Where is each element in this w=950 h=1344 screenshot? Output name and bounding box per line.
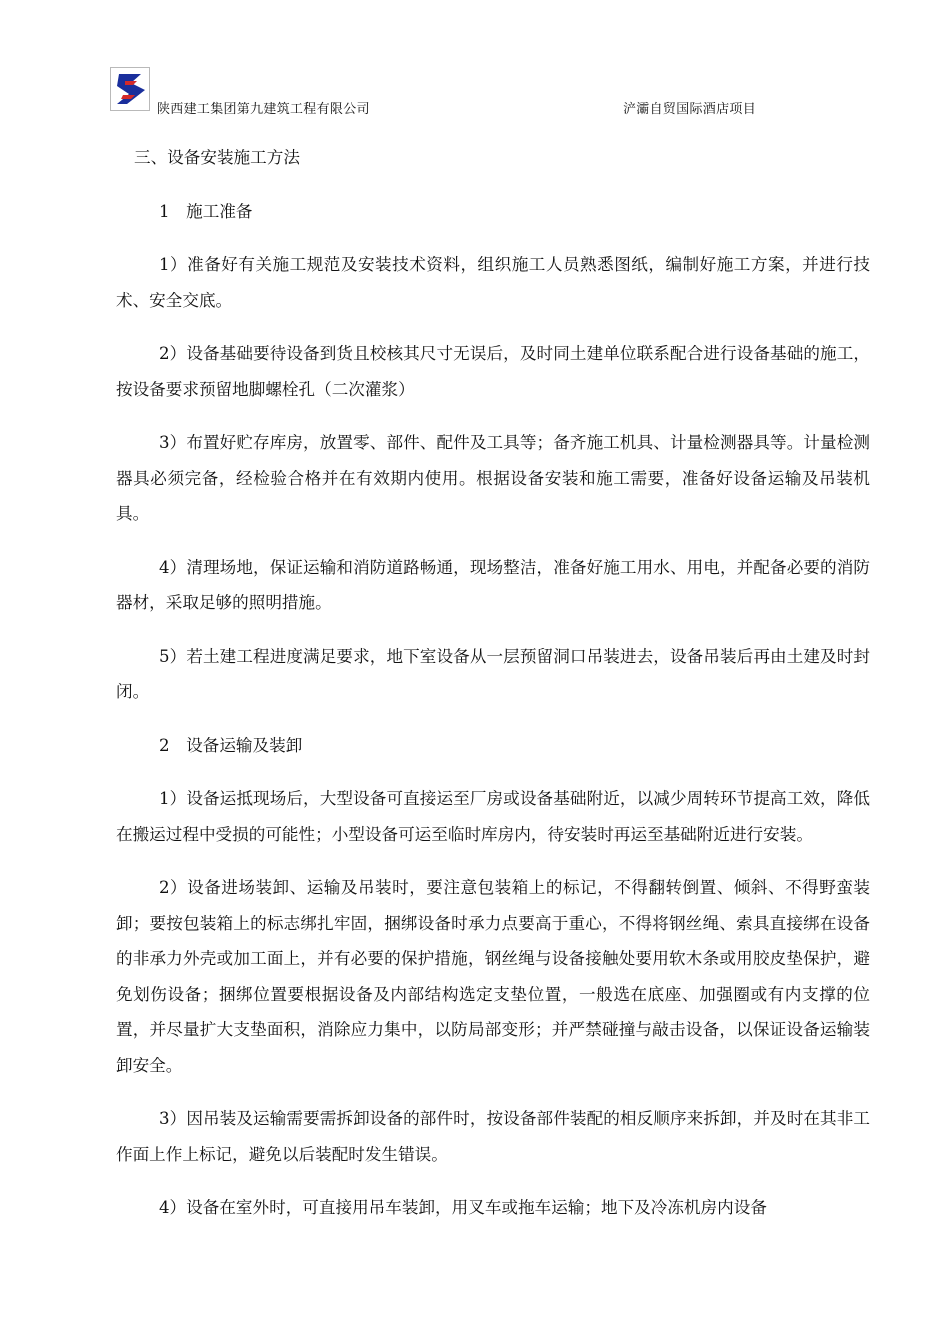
paragraph: 3）布置好贮存库房，放置零、部件、配件及工具等；备齐施工机具、计量检测器具等。计量检测器具必须完备，经检验合格并在有效期内使用。根据设备安装和施工需要，准备好设备运输及吊装机具。 (116, 433, 870, 523)
paragraph: 2）设备进场装卸、运输及吊装时，要注意包装箱上的标记，不得翻转倒置、倾斜、不得野蛮装卸；要按包装箱上的标志绑扎牢固，捆绑设备时承力点要高于重心，不得将钢丝绳、索具直接绑在设备的非承力外壳或加工面上，并有必要的保护措施，钢丝绳与设备接触处要用软木条或用胶皮垫保护，避免划伤设备；捆绑位置要根据设备及内部结构选定支垫位置，一般选在底座、加强圈或有内支撑的位置，并尽量扩大支垫面积，消除应力集中，以防局部变形；并严禁碰撞与敲击设备，以保证设备运输装卸安全。 (116, 878, 870, 1075)
paragraph: 2）设备基础要待设备到货且校核其尺寸无误后，及时同土建单位联系配合进行设备基础的施工，按设备要求预留地脚螺栓孔（二次灌浆） (116, 344, 870, 399)
paragraph: 4）清理场地，保证运输和消防道路畅通，现场整洁，准备好施工用水、用电，并配备必要的消防器材，采取足够的照明措施。 (116, 557, 870, 612)
paragraph: 1）设备运抵现场后，大型设备可直接运至厂房或设备基础附近，以减少周转环节提高工效，降低在搬运过程中受损的可能性；小型设备可运至临时库房内，待安装时再运至基础附近进行安装。 (116, 789, 870, 844)
subsection-title: 2 设备运输及装卸 (159, 735, 303, 755)
paragraph: 3）因吊装及运输需要需拆卸设备的部件时，按设备部件装配的相反顺序来拆卸，并及时在其非工作面上作上标记，避免以后装配时发生错误。 (116, 1109, 870, 1164)
header-company-name: 陕西建工集团第九建筑工程有限公司 (157, 102, 370, 117)
paragraph: 5）若土建工程进度满足要求，地下室设备从一层预留洞口吊装进去，设备吊装后再由土建及时封闭。 (116, 646, 870, 701)
paragraph: 1）准备好有关施工规范及安装技术资料，组织施工人员熟悉图纸，编制好施工方案，并进行技术、安全交底。 (116, 255, 870, 310)
document-body (116, 140, 870, 1244)
company-logo (110, 67, 150, 111)
company-s-logo-icon (111, 68, 149, 110)
subsection-title: 1 施工准备 (159, 201, 253, 221)
section-title: 三、设备安装施工方法 (134, 148, 300, 167)
header-project-name: 浐灞自贸国际酒店项目 (623, 102, 757, 117)
paragraph: 4）设备在室外时，可直接用吊车装卸，用叉车或拖车运输；地下及冷冻机房内设备 (159, 1198, 767, 1217)
